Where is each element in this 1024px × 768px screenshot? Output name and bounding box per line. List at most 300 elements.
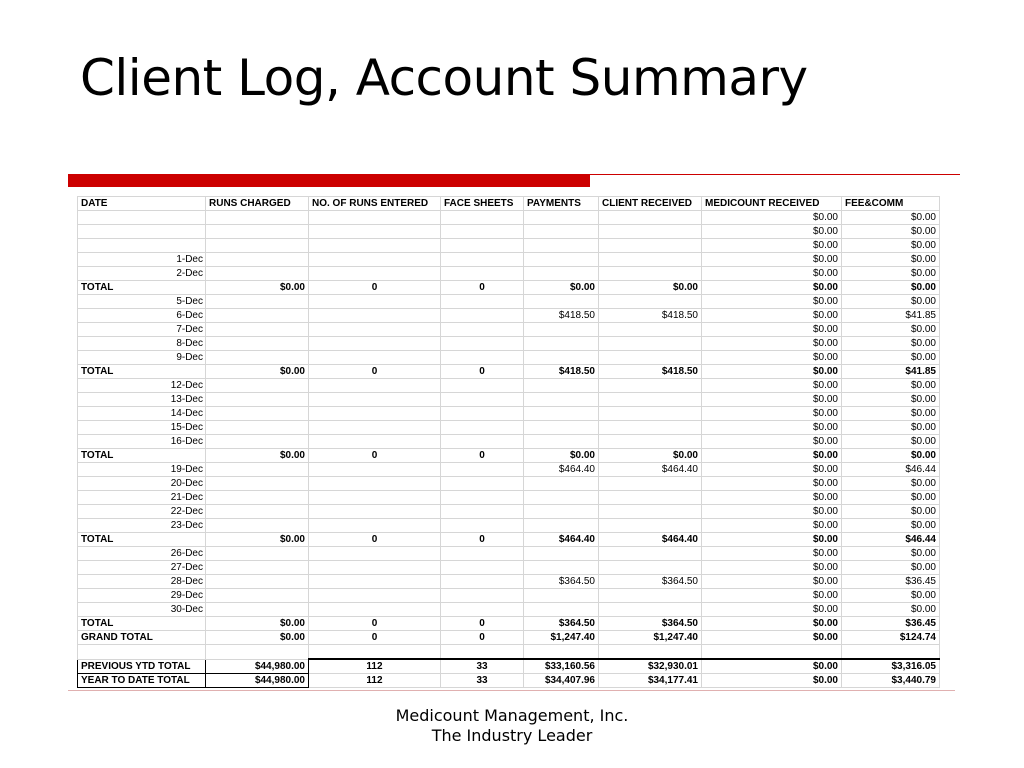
table-cell: $36.45	[842, 575, 940, 589]
table-cell	[441, 253, 524, 267]
table-cell: 0	[441, 617, 524, 631]
table-row	[78, 561, 940, 575]
table-cell: 0	[309, 449, 441, 463]
table-cell	[78, 225, 206, 239]
table-cell: $0.00	[702, 659, 842, 674]
table-cell: 0	[309, 631, 441, 645]
table-cell	[206, 253, 309, 267]
table-row	[78, 603, 940, 617]
account-summary-table	[77, 196, 940, 688]
table-cell: $0.00	[842, 603, 940, 617]
table-cell	[441, 645, 524, 660]
table-row	[78, 253, 940, 267]
accent-rule	[590, 174, 960, 175]
table-cell: TOTAL	[78, 617, 206, 631]
table-cell: $0.00	[702, 309, 842, 323]
table-cell: $1,247.40	[599, 631, 702, 645]
table-cell: $0.00	[702, 337, 842, 351]
table-cell	[599, 211, 702, 225]
table-cell	[441, 393, 524, 407]
table-cell: $464.40	[524, 463, 599, 477]
table-cell: $0.00	[842, 295, 940, 309]
table-row	[78, 589, 940, 603]
table-cell	[524, 435, 599, 449]
table-row	[78, 267, 940, 281]
table-row	[78, 421, 940, 435]
table-cell	[206, 295, 309, 309]
table-cell	[524, 645, 599, 660]
total-row	[78, 365, 940, 379]
table-cell: $41.85	[842, 365, 940, 379]
table-cell	[524, 589, 599, 603]
table-cell	[309, 519, 441, 533]
table-cell: $0.00	[842, 407, 940, 421]
table-cell: 15-Dec	[78, 421, 206, 435]
table-cell	[599, 421, 702, 435]
table-cell	[309, 239, 441, 253]
table-cell: $3,316.05	[842, 659, 940, 674]
table-cell: $0.00	[702, 617, 842, 631]
table-row	[78, 477, 940, 491]
table-cell: $0.00	[842, 379, 940, 393]
table-cell: TOTAL	[78, 533, 206, 547]
table-cell	[441, 407, 524, 421]
table-cell	[206, 463, 309, 477]
table-row	[78, 491, 940, 505]
table-cell	[599, 561, 702, 575]
table-row	[78, 295, 940, 309]
table-cell	[441, 295, 524, 309]
table-cell	[441, 477, 524, 491]
table-cell: $0.00	[842, 267, 940, 281]
table-row	[78, 337, 940, 351]
table-cell	[524, 239, 599, 253]
table-cell: $0.00	[702, 561, 842, 575]
table-cell: 5-Dec	[78, 295, 206, 309]
table-cell: 0	[441, 533, 524, 547]
table-cell	[206, 351, 309, 365]
total-row	[78, 533, 940, 547]
table-cell	[441, 323, 524, 337]
table-cell: $0.00	[702, 225, 842, 239]
total-row	[78, 631, 940, 645]
table-cell	[599, 645, 702, 660]
table-cell: $0.00	[702, 323, 842, 337]
table-cell	[206, 267, 309, 281]
table-cell	[206, 379, 309, 393]
table-cell: $364.50	[599, 575, 702, 589]
table-cell: $0.00	[842, 225, 940, 239]
table-cell: $0.00	[702, 463, 842, 477]
table-cell: $418.50	[599, 309, 702, 323]
table-cell: $418.50	[524, 365, 599, 379]
table-cell	[309, 477, 441, 491]
table-header-row	[78, 197, 940, 211]
table-cell	[524, 519, 599, 533]
table-cell: GRAND TOTAL	[78, 631, 206, 645]
table-cell	[524, 295, 599, 309]
table-cell	[599, 435, 702, 449]
table-cell	[309, 463, 441, 477]
table-cell: $0.00	[842, 589, 940, 603]
table-body	[78, 211, 940, 688]
table-cell	[599, 379, 702, 393]
table-cell: 7-Dec	[78, 323, 206, 337]
table-cell	[441, 421, 524, 435]
table-cell: 33	[441, 659, 524, 674]
table-cell: 16-Dec	[78, 435, 206, 449]
table-row	[78, 407, 940, 421]
table-cell	[206, 421, 309, 435]
table-cell	[524, 211, 599, 225]
table-cell	[206, 225, 309, 239]
table-cell: $0.00	[842, 253, 940, 267]
table-cell: $0.00	[206, 533, 309, 547]
table-cell: $0.00	[702, 435, 842, 449]
table-cell	[309, 253, 441, 267]
table-cell: TOTAL	[78, 365, 206, 379]
table-cell: 28-Dec	[78, 575, 206, 589]
table-cell: $0.00	[702, 449, 842, 463]
table-cell: 21-Dec	[78, 491, 206, 505]
table-cell: $0.00	[842, 505, 940, 519]
table-cell	[309, 379, 441, 393]
table-cell: TOTAL	[78, 449, 206, 463]
table-cell: YEAR TO DATE TOTAL	[78, 674, 206, 688]
table-cell: $0.00	[702, 533, 842, 547]
table-cell	[524, 477, 599, 491]
table-cell	[441, 225, 524, 239]
table-cell	[441, 463, 524, 477]
table-cell	[599, 253, 702, 267]
table-cell	[78, 239, 206, 253]
table-cell	[206, 603, 309, 617]
table-cell: $0.00	[702, 295, 842, 309]
table-cell: $364.50	[599, 617, 702, 631]
table-cell: 2-Dec	[78, 267, 206, 281]
table-cell: $0.00	[702, 421, 842, 435]
table-cell: $0.00	[842, 449, 940, 463]
table-cell: $0.00	[702, 379, 842, 393]
table-cell	[441, 505, 524, 519]
table-cell	[441, 575, 524, 589]
table-cell: 30-Dec	[78, 603, 206, 617]
table-cell: 0	[441, 631, 524, 645]
table-row	[78, 575, 940, 589]
table-row	[78, 239, 940, 253]
table-cell: $0.00	[206, 631, 309, 645]
table-cell	[78, 211, 206, 225]
table-cell	[599, 393, 702, 407]
table-cell	[206, 645, 309, 660]
column-header: RUNS CHARGED	[206, 197, 309, 211]
table-cell: $0.00	[702, 239, 842, 253]
table-cell: $364.50	[524, 617, 599, 631]
table-cell	[206, 435, 309, 449]
table-cell: 20-Dec	[78, 477, 206, 491]
table-cell	[524, 337, 599, 351]
table-cell	[524, 393, 599, 407]
table-cell: 0	[309, 281, 441, 295]
table-cell	[842, 645, 940, 660]
table-cell: $0.00	[842, 211, 940, 225]
table-cell: 22-Dec	[78, 505, 206, 519]
table-cell	[599, 547, 702, 561]
table-cell	[309, 309, 441, 323]
table-row	[78, 211, 940, 225]
table-cell: 0	[309, 533, 441, 547]
table-cell	[309, 225, 441, 239]
table-cell: $0.00	[206, 449, 309, 463]
table-cell	[524, 505, 599, 519]
table-cell: $0.00	[842, 281, 940, 295]
table-cell: $418.50	[524, 309, 599, 323]
table-cell	[206, 547, 309, 561]
table-cell: $0.00	[842, 239, 940, 253]
table-cell: $0.00	[842, 337, 940, 351]
table-cell: 1-Dec	[78, 253, 206, 267]
table-cell	[441, 351, 524, 365]
table-cell	[441, 519, 524, 533]
column-header: PAYMENTS	[524, 197, 599, 211]
table-cell	[524, 323, 599, 337]
table-cell: 19-Dec	[78, 463, 206, 477]
table-row	[78, 393, 940, 407]
table-cell: $364.50	[524, 575, 599, 589]
table-cell	[206, 561, 309, 575]
table-cell	[524, 603, 599, 617]
table-row	[78, 435, 940, 449]
table-cell: 112	[309, 659, 441, 674]
table-cell: $0.00	[702, 589, 842, 603]
table-cell	[599, 589, 702, 603]
table-cell	[206, 589, 309, 603]
table-cell	[309, 337, 441, 351]
table-cell	[206, 323, 309, 337]
table-cell	[441, 211, 524, 225]
table-cell	[441, 561, 524, 575]
table-cell: $0.00	[702, 407, 842, 421]
ytd-row	[78, 674, 940, 688]
table-cell	[309, 393, 441, 407]
table-cell	[309, 407, 441, 421]
table-row	[78, 351, 940, 365]
table-cell: 0	[441, 449, 524, 463]
table-cell	[441, 337, 524, 351]
table-cell	[599, 295, 702, 309]
table-cell: $0.00	[206, 281, 309, 295]
table-cell: 6-Dec	[78, 309, 206, 323]
table-cell	[524, 379, 599, 393]
table-cell	[309, 645, 441, 660]
table-cell: $0.00	[842, 477, 940, 491]
table-cell: 8-Dec	[78, 337, 206, 351]
table-row	[78, 323, 940, 337]
table-cell	[309, 267, 441, 281]
spreadsheet-frame	[68, 190, 955, 691]
table-cell	[441, 589, 524, 603]
table-cell: $0.00	[842, 561, 940, 575]
table-cell: $0.00	[702, 547, 842, 561]
table-cell	[309, 589, 441, 603]
table-cell: 29-Dec	[78, 589, 206, 603]
table-cell	[599, 603, 702, 617]
table-cell	[524, 407, 599, 421]
table-cell	[206, 309, 309, 323]
table-cell: $0.00	[702, 603, 842, 617]
table-cell: $124.74	[842, 631, 940, 645]
table-cell: $32,930.01	[599, 659, 702, 674]
table-cell	[524, 253, 599, 267]
table-cell	[599, 337, 702, 351]
table-cell: $41.85	[842, 309, 940, 323]
table-cell	[599, 505, 702, 519]
table-cell: 0	[441, 281, 524, 295]
table-cell: $34,407.96	[524, 674, 599, 688]
column-header: MEDICOUNT RECEIVED	[702, 197, 842, 211]
table-cell	[441, 379, 524, 393]
table-cell	[524, 561, 599, 575]
table-cell	[599, 267, 702, 281]
table-cell: $0.00	[702, 211, 842, 225]
table-cell: $464.40	[599, 533, 702, 547]
table-cell: $0.00	[842, 547, 940, 561]
table-cell	[78, 645, 206, 660]
table-cell: $0.00	[842, 421, 940, 435]
table-cell	[441, 239, 524, 253]
total-row	[78, 449, 940, 463]
table-cell: $46.44	[842, 533, 940, 547]
total-row	[78, 281, 940, 295]
table-cell: $0.00	[702, 351, 842, 365]
table-cell	[599, 239, 702, 253]
table-cell: $3,440.79	[842, 674, 940, 688]
table-cell: $0.00	[702, 631, 842, 645]
table-cell: $0.00	[842, 435, 940, 449]
table-cell: $0.00	[842, 393, 940, 407]
table-cell	[309, 351, 441, 365]
table-cell	[206, 477, 309, 491]
table-cell	[309, 211, 441, 225]
table-cell	[206, 407, 309, 421]
table-cell: $418.50	[599, 365, 702, 379]
table-cell: 13-Dec	[78, 393, 206, 407]
table-cell: $0.00	[702, 477, 842, 491]
table-cell	[441, 435, 524, 449]
table-cell	[309, 491, 441, 505]
table-cell	[206, 519, 309, 533]
table-cell: 33	[441, 674, 524, 688]
table-cell: $464.40	[599, 463, 702, 477]
table-row	[78, 547, 940, 561]
table-cell	[206, 505, 309, 519]
table-cell	[524, 351, 599, 365]
blank-row	[78, 645, 940, 660]
table-cell	[524, 225, 599, 239]
table-cell	[309, 547, 441, 561]
table-cell	[599, 519, 702, 533]
table-cell: TOTAL	[78, 281, 206, 295]
table-row	[78, 379, 940, 393]
table-cell	[309, 323, 441, 337]
table-cell	[206, 239, 309, 253]
table-cell	[441, 491, 524, 505]
table-cell: $0.00	[702, 491, 842, 505]
column-header: CLIENT RECEIVED	[599, 197, 702, 211]
table-cell: $0.00	[702, 505, 842, 519]
table-cell: $0.00	[206, 617, 309, 631]
table-cell	[599, 323, 702, 337]
table-cell	[206, 575, 309, 589]
table-cell: $0.00	[702, 281, 842, 295]
table-cell	[524, 421, 599, 435]
table-cell	[599, 225, 702, 239]
slide-title: Client Log, Account Summary	[80, 49, 808, 107]
table-cell: 27-Dec	[78, 561, 206, 575]
table-cell	[309, 575, 441, 589]
table-cell: 0	[309, 365, 441, 379]
table-cell: $0.00	[842, 519, 940, 533]
table-cell: $0.00	[842, 351, 940, 365]
table-cell: $36.45	[842, 617, 940, 631]
table-cell	[441, 603, 524, 617]
table-cell: $0.00	[206, 365, 309, 379]
table-cell	[441, 547, 524, 561]
table-cell: $0.00	[702, 365, 842, 379]
table-cell: $0.00	[842, 491, 940, 505]
table-cell	[309, 561, 441, 575]
table-cell	[524, 267, 599, 281]
table-cell	[309, 603, 441, 617]
table-cell: $44,980.00	[206, 659, 309, 674]
table-cell: 26-Dec	[78, 547, 206, 561]
table-row	[78, 309, 940, 323]
column-header: DATE	[78, 197, 206, 211]
table-cell: $0.00	[702, 253, 842, 267]
table-cell: $0.00	[599, 281, 702, 295]
table-cell	[206, 393, 309, 407]
table-cell	[309, 295, 441, 309]
table-cell	[524, 547, 599, 561]
table-cell: $464.40	[524, 533, 599, 547]
column-header: FACE SHEETS	[441, 197, 524, 211]
table-cell: $0.00	[842, 323, 940, 337]
table-cell: 14-Dec	[78, 407, 206, 421]
table-cell	[599, 477, 702, 491]
table-cell: $0.00	[524, 449, 599, 463]
table-cell	[206, 337, 309, 351]
table-cell	[309, 505, 441, 519]
table-cell: $1,247.40	[524, 631, 599, 645]
table-cell: $0.00	[599, 449, 702, 463]
table-row	[78, 519, 940, 533]
table-cell	[702, 645, 842, 660]
total-row	[78, 617, 940, 631]
table-cell: $0.00	[702, 519, 842, 533]
table-cell: $0.00	[702, 393, 842, 407]
footer-company: Medicount Management, Inc.	[395, 706, 629, 725]
table-cell: 0	[309, 617, 441, 631]
table-cell	[309, 421, 441, 435]
table-cell	[599, 491, 702, 505]
table-cell: 23-Dec	[78, 519, 206, 533]
table-row	[78, 505, 940, 519]
table-cell: $0.00	[702, 575, 842, 589]
table-cell	[206, 211, 309, 225]
table-cell	[441, 267, 524, 281]
table-row	[78, 463, 940, 477]
column-header: FEE&COMM	[842, 197, 940, 211]
